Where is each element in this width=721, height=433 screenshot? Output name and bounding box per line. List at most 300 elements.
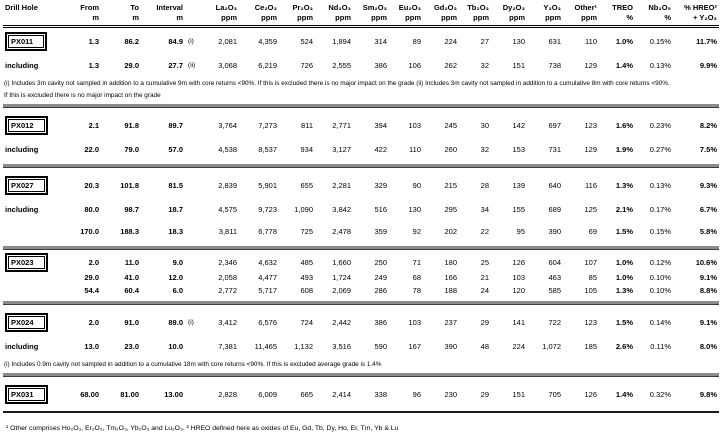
cell-hreo-y2o3: 6.7% (699, 205, 717, 214)
cell-to: 86.2 (124, 37, 139, 46)
cell-drill-hole (3, 220, 61, 242)
cell-to: 60.4 (124, 286, 139, 295)
section-divider-line (3, 246, 719, 250)
cell-sm2o3: 329 (374, 181, 387, 190)
col-unit-nb2o5: % (635, 12, 673, 27)
cell-la2o3: 2,828 (218, 390, 237, 399)
cell-eu2o3: 92 (412, 227, 421, 236)
col-unit-treo: % (599, 12, 635, 27)
cell-ce2o3: 5,901 (258, 181, 277, 190)
cell-eu2o3: 167 (408, 342, 421, 351)
cell-la2o3: 4,538 (218, 145, 237, 154)
cell-drill-hole (3, 254, 61, 271)
cell-tb2o3: 29 (480, 318, 489, 327)
cell-tb2o3: 32 (480, 145, 489, 154)
section-divider-row (3, 369, 719, 381)
cell-pr2o3: 665 (300, 390, 313, 399)
cell-drill-hole: including (5, 342, 39, 351)
cell-drill-hole (3, 381, 61, 407)
section-divider-group (3, 297, 719, 309)
cell-gd2o3: 215 (444, 181, 457, 190)
cell-gd2o3: 188 (444, 286, 457, 295)
cell-dy2o3: 95 (516, 227, 525, 236)
cell-treo: 1.0% (615, 258, 633, 267)
cell-interval: 27.7 (168, 61, 183, 70)
cell-sm2o3: 338 (374, 390, 387, 399)
cell-la2o3: 7,381 (218, 342, 237, 351)
cell-interval-note (185, 381, 201, 407)
section-footnote: If this is excluded there is no major impact on the grade (4, 92, 161, 99)
section-divider-row (3, 242, 719, 254)
col-header-hole: Drill Hole (5, 3, 38, 12)
cell-hreo-y2o3: 5.8% (699, 227, 717, 236)
cell-treo: 1.0% (615, 273, 633, 282)
cell-la2o3: 2,058 (218, 273, 237, 282)
cell-tb2o3: 25 (480, 258, 489, 267)
cell-to: 79.0 (124, 145, 139, 154)
section-divider-row (3, 100, 719, 112)
drill-hole-section (3, 381, 719, 407)
cell-tb2o3: 32 (480, 61, 489, 70)
section-divider-line (3, 373, 719, 377)
section-divider-group (3, 160, 719, 172)
cell-pr2o3: 1,090 (294, 205, 313, 214)
col-header-other: Other¹ (574, 3, 597, 12)
col-header-nd2o3: Nd₂O₃ (328, 3, 351, 12)
drill-hole-section (3, 254, 719, 297)
table-row (3, 27, 719, 55)
cell-eu2o3: 90 (412, 181, 421, 190)
cell-from: 1.3 (88, 61, 99, 70)
cell-interval-note (185, 271, 201, 284)
cell-sm2o3: 386 (374, 318, 387, 327)
cell-other: 110 (585, 37, 597, 46)
col-header-la2o3: La₂O₃ (215, 3, 237, 12)
cell-y2o3: 697 (548, 121, 561, 130)
section-divider-row (3, 407, 719, 417)
cell-nd2o3: 2,414 (332, 390, 351, 399)
cell-hreo-y2o3: 9.1% (699, 273, 717, 282)
cell-from: 1.3 (88, 37, 99, 46)
table-row (3, 309, 719, 335)
cell-gd2o3: 230 (444, 390, 457, 399)
cell-treo: 1.9% (615, 145, 633, 154)
col-header-note (185, 2, 201, 12)
section-divider-row (3, 297, 719, 309)
cell-other: 129 (584, 145, 597, 154)
cell-gd2o3: 180 (444, 258, 457, 267)
cell-y2o3: 738 (548, 61, 561, 70)
cell-nd2o3: 2,069 (332, 286, 351, 295)
cell-nb2o5: 0.15% (649, 37, 671, 46)
section-divider-cell (3, 297, 719, 309)
section-divider-group (3, 407, 719, 417)
cell-la2o3: 2,081 (218, 37, 237, 46)
cell-interval: 89.0 (168, 318, 183, 327)
cell-to: 98.7 (124, 205, 139, 214)
cell-interval: 6.0 (172, 286, 183, 295)
cell-nb2o5: 0.23% (649, 121, 671, 130)
col-header-hreo_y2o3: % HREO² (684, 3, 717, 12)
cell-nd2o3: 2,281 (332, 181, 351, 190)
col-unit-ce2o3: ppm (239, 12, 279, 27)
drill-hole-id: PX024 (8, 316, 45, 329)
cell-to: 11.0 (124, 258, 139, 267)
cell-to: 41.0 (124, 273, 139, 282)
col-header-from: From (80, 3, 99, 12)
col-unit-pr2o3: ppm (279, 12, 315, 27)
cell-interval-note: (ii) (188, 62, 196, 69)
cell-sm2o3: 359 (374, 227, 387, 236)
col-unit-eu2o3: ppm (389, 12, 423, 27)
cell-y2o3: 604 (548, 258, 561, 267)
cell-gd2o3: 237 (444, 318, 457, 327)
cell-from: 2.0 (88, 318, 99, 327)
cell-nb2o5: 0.13% (649, 61, 671, 70)
table-row (3, 138, 719, 160)
cell-eu2o3: 89 (412, 37, 421, 46)
cell-drill-hole (3, 271, 61, 284)
cell-gd2o3: 166 (444, 273, 457, 282)
cell-nd2o3: 2,771 (332, 121, 351, 130)
cell-from: 22.0 (84, 145, 99, 154)
cell-hreo-y2o3: 10.6% (695, 258, 717, 267)
cell-nd2o3: 3,127 (332, 145, 351, 154)
cell-eu2o3: 68 (412, 273, 421, 282)
col-unit-gd2o3: ppm (423, 12, 459, 27)
cell-interval-note (185, 254, 201, 271)
cell-interval: 18.7 (168, 205, 183, 214)
cell-from: 80.0 (84, 205, 99, 214)
drill-hole-id: PX011 (8, 35, 44, 48)
cell-from: 2.0 (88, 258, 99, 267)
cell-interval-note (185, 220, 201, 242)
cell-la2o3: 2,346 (218, 258, 237, 267)
cell-nd2o3: 2,478 (332, 227, 351, 236)
cell-interval: 9.0 (172, 258, 183, 267)
cell-nd2o3: 1,660 (332, 258, 351, 267)
col-header-nb2o5: Nb₂O₅ (648, 3, 671, 12)
cell-from: 2.1 (88, 121, 99, 130)
table-row (3, 220, 719, 242)
cell-ce2o3: 6,219 (258, 61, 277, 70)
section-divider-group (3, 100, 719, 112)
cell-interval-note (185, 172, 201, 198)
cell-ce2o3: 4,477 (258, 273, 277, 282)
cell-nb2o5: 0.10% (649, 273, 671, 282)
cell-ce2o3: 6,576 (258, 318, 277, 327)
cell-sm2o3: 250 (374, 258, 387, 267)
cell-tb2o3: 28 (480, 181, 489, 190)
cell-nb2o5: 0.11% (650, 342, 671, 351)
cell-dy2o3: 224 (512, 342, 525, 351)
cell-pr2o3: 655 (300, 181, 313, 190)
cell-ce2o3: 8,537 (258, 145, 277, 154)
col-unit-note (185, 12, 201, 27)
cell-treo: 1.3% (615, 181, 633, 190)
cell-other: 125 (584, 205, 597, 214)
col-header-pr2o3: Pr₂O₃ (292, 3, 313, 12)
cell-to: 101.8 (120, 181, 139, 190)
cell-gd2o3: 245 (444, 121, 457, 130)
cell-nd2o3: 1,894 (332, 37, 351, 46)
cell-nd2o3: 2,442 (332, 318, 351, 327)
cell-hreo-y2o3: 8.2% (699, 121, 717, 130)
section-divider-line (3, 301, 719, 305)
section-divider-group (3, 242, 719, 254)
drill-hole-section (3, 112, 719, 160)
cell-drill-hole (3, 172, 61, 198)
cell-eu2o3: 78 (412, 286, 421, 295)
col-header-treo: TREO (612, 3, 633, 12)
cell-from: 68.00 (80, 390, 99, 399)
cell-pr2o3: 724 (300, 318, 313, 327)
cell-pr2o3: 493 (300, 273, 313, 282)
cell-drill-hole (3, 309, 61, 335)
drill-results-table (3, 2, 719, 417)
cell-dy2o3: 130 (512, 37, 525, 46)
cell-interval-note (185, 198, 201, 220)
cell-to: 23.0 (124, 342, 139, 351)
cell-la2o3: 4,575 (218, 205, 237, 214)
col-header-y2o3: Y₂O₃ (543, 3, 561, 12)
cell-other: 126 (584, 390, 597, 399)
cell-pr2o3: 485 (300, 258, 313, 267)
cell-ce2o3: 11,465 (254, 342, 277, 351)
cell-sm2o3: 394 (374, 121, 387, 130)
col-header-dy2o3: Dy₂O₃ (502, 3, 525, 12)
cell-dy2o3: 141 (512, 318, 525, 327)
drill-hole-id: PX023 (8, 256, 45, 269)
cell-tb2o3: 29 (480, 390, 489, 399)
col-unit-dy2o3: ppm (491, 12, 527, 27)
cell-la2o3: 2,839 (218, 181, 237, 190)
cell-pr2o3: 726 (300, 61, 313, 70)
col-unit-y2o3: ppm (527, 12, 563, 27)
cell-hreo-y2o3: 9.1% (699, 318, 717, 327)
cell-hreo-y2o3: 8.0% (699, 342, 717, 351)
cell-nb2o5: 0.10% (649, 286, 671, 295)
table-row (3, 254, 719, 271)
cell-eu2o3: 103 (408, 121, 421, 130)
cell-pr2o3: 524 (300, 37, 313, 46)
drill-hole-id: PX031 (8, 388, 45, 401)
cell-interval: 10.0 (168, 342, 183, 351)
cell-interval: 84.9 (168, 37, 183, 46)
cell-other: 107 (584, 258, 597, 267)
cell-drill-hole (3, 284, 61, 297)
cell-other: 123 (584, 318, 597, 327)
cell-dy2o3: 151 (512, 390, 525, 399)
cell-tb2o3: 48 (480, 342, 489, 351)
cell-sm2o3: 386 (374, 61, 387, 70)
cell-treo: 1.6% (615, 121, 633, 130)
cell-eu2o3: 106 (408, 61, 421, 70)
section-divider-line (3, 104, 719, 108)
section-footnote-row (3, 357, 719, 369)
drill-hole-id: PX027 (8, 179, 45, 192)
section-divider-cell (3, 100, 719, 112)
table-row (3, 112, 719, 138)
cell-dy2o3: 151 (512, 61, 525, 70)
cell-interval-note (185, 284, 201, 297)
cell-from: 170.0 (80, 227, 99, 236)
cell-gd2o3: 262 (444, 61, 457, 70)
cell-y2o3: 390 (548, 227, 561, 236)
cell-pr2o3: 934 (300, 145, 313, 154)
cell-other: 69 (588, 227, 597, 236)
cell-sm2o3: 249 (374, 273, 387, 282)
cell-interval: 57.0 (168, 145, 183, 154)
cell-la2o3: 3,811 (218, 227, 237, 236)
cell-other: 123 (584, 121, 597, 130)
cell-sm2o3: 590 (374, 342, 387, 351)
col-header-ce2o3: Ce₂O₃ (254, 3, 277, 12)
cell-to: 188.3 (120, 227, 139, 236)
cell-other: 116 (585, 181, 597, 190)
cell-from: 29.0 (84, 273, 99, 282)
cell-nd2o3: 1,724 (332, 273, 351, 282)
table-row (3, 198, 719, 220)
cell-drill-hole: including (5, 205, 39, 214)
cell-treo: 1.3% (615, 286, 633, 295)
cell-treo: 1.5% (615, 318, 633, 327)
col-unit-la2o3: ppm (201, 12, 239, 27)
cell-interval: 12.0 (168, 273, 183, 282)
cell-dy2o3: 155 (512, 205, 525, 214)
section-divider-cell (3, 369, 719, 381)
cell-y2o3: 1,072 (542, 342, 561, 351)
col-unit-hole (3, 12, 61, 27)
drill-hole-section (3, 172, 719, 242)
cell-nd2o3: 3,516 (332, 342, 351, 351)
cell-eu2o3: 110 (409, 145, 421, 154)
cell-y2o3: 463 (548, 273, 561, 282)
col-unit-nd2o3: ppm (315, 12, 353, 27)
cell-gd2o3: 390 (444, 342, 457, 351)
cell-hreo-y2o3: 8.8% (699, 286, 717, 295)
table-header (3, 2, 719, 27)
col-header-interval: Interval (156, 3, 183, 12)
cell-interval: 89.7 (168, 121, 183, 130)
header-row-names (3, 2, 719, 12)
cell-treo: 1.5% (615, 227, 633, 236)
table-row (3, 381, 719, 407)
cell-ce2o3: 4,359 (258, 37, 277, 46)
cell-other: 185 (584, 342, 597, 351)
cell-nd2o3: 2,555 (332, 61, 351, 70)
cell-to: 81.00 (120, 390, 139, 399)
cell-interval-note (185, 112, 201, 138)
cell-tb2o3: 21 (480, 273, 489, 282)
cell-y2o3: 722 (548, 318, 561, 327)
cell-tb2o3: 27 (480, 37, 489, 46)
section-divider-line (3, 411, 719, 413)
cell-to: 91.8 (124, 121, 139, 130)
cell-interval: 13.00 (164, 390, 183, 399)
cell-tb2o3: 30 (480, 121, 489, 130)
cell-ce2o3: 4,632 (258, 258, 277, 267)
cell-nb2o5: 0.15% (649, 227, 671, 236)
cell-treo: 1.4% (615, 390, 633, 399)
cell-y2o3: 631 (548, 37, 561, 46)
section-divider-row (3, 160, 719, 172)
header-row-units (3, 12, 719, 27)
cell-interval-note (185, 138, 201, 160)
col-header-sm2o3: Sm₂O₃ (362, 3, 387, 12)
cell-la2o3: 3,764 (218, 121, 237, 130)
cell-treo: 1.0% (615, 37, 633, 46)
cell-hreo-y2o3: 7.5% (699, 145, 717, 154)
drill-hole-id: PX012 (8, 119, 45, 132)
cell-pr2o3: 811 (301, 121, 313, 130)
cell-nb2o5: 0.17% (649, 205, 671, 214)
cell-drill-hole: including (5, 145, 39, 154)
col-unit-hreo_y2o3: + Y₂O₃ (673, 12, 719, 27)
cell-tb2o3: 24 (480, 286, 489, 295)
cell-to: 91.0 (124, 318, 139, 327)
cell-y2o3: 585 (548, 286, 561, 295)
cell-dy2o3: 126 (512, 258, 525, 267)
cell-from: 13.0 (84, 342, 99, 351)
cell-tb2o3: 34 (480, 205, 489, 214)
cell-tb2o3: 22 (480, 227, 489, 236)
cell-eu2o3: 71 (412, 258, 421, 267)
cell-other: 129 (584, 61, 597, 70)
cell-y2o3: 640 (548, 181, 561, 190)
drill-hole-section (3, 309, 719, 369)
col-unit-from: m (61, 12, 101, 27)
cell-pr2o3: 608 (300, 286, 313, 295)
cell-gd2o3: 260 (444, 145, 457, 154)
col-unit-interval: m (141, 12, 185, 27)
cell-treo: 1.4% (615, 61, 633, 70)
cell-gd2o3: 202 (444, 227, 457, 236)
cell-nb2o5: 0.32% (649, 390, 671, 399)
cell-dy2o3: 153 (512, 145, 525, 154)
cell-dy2o3: 142 (512, 121, 525, 130)
cell-dy2o3: 139 (512, 181, 525, 190)
table-row (3, 172, 719, 198)
cell-la2o3: 3,412 (218, 318, 237, 327)
col-unit-tb2o3: ppm (459, 12, 491, 27)
cell-dy2o3: 103 (512, 273, 525, 282)
cell-sm2o3: 314 (374, 37, 387, 46)
cell-dy2o3: 120 (512, 286, 525, 295)
cell-treo: 2.1% (615, 205, 633, 214)
col-unit-sm2o3: ppm (353, 12, 389, 27)
col-header-tb2o3: Tb₂O₃ (467, 3, 489, 12)
table-row (3, 271, 719, 284)
cell-interval-note: (i) (188, 319, 194, 326)
cell-hreo-y2o3: 11.7% (696, 37, 717, 46)
cell-eu2o3: 96 (412, 390, 421, 399)
cell-la2o3: 2,772 (218, 286, 237, 295)
section-divider-cell (3, 242, 719, 254)
cell-other: 105 (584, 286, 597, 295)
cell-y2o3: 689 (548, 205, 561, 214)
cell-eu2o3: 130 (408, 205, 421, 214)
cell-interval: 81.5 (168, 181, 183, 190)
cell-nb2o5: 0.14% (649, 318, 671, 327)
section-footnote-row (3, 76, 719, 88)
section-footnote-row (3, 88, 719, 100)
cell-ce2o3: 6,009 (258, 390, 277, 399)
section-divider-line (3, 164, 719, 168)
table-footnote: ¹ Other comprises Ho₂O₃, Er₂O₃, Tm₂O₃, Yb₂O₃ and Lu₂O₃. ² HREO defined here as oxides of Eu, Gd, Tb, Dy, Ho, Er, Tm, Yb & Lu (6, 425, 399, 432)
col-header-to: To (130, 3, 139, 12)
col-unit-other: ppm (563, 12, 599, 27)
